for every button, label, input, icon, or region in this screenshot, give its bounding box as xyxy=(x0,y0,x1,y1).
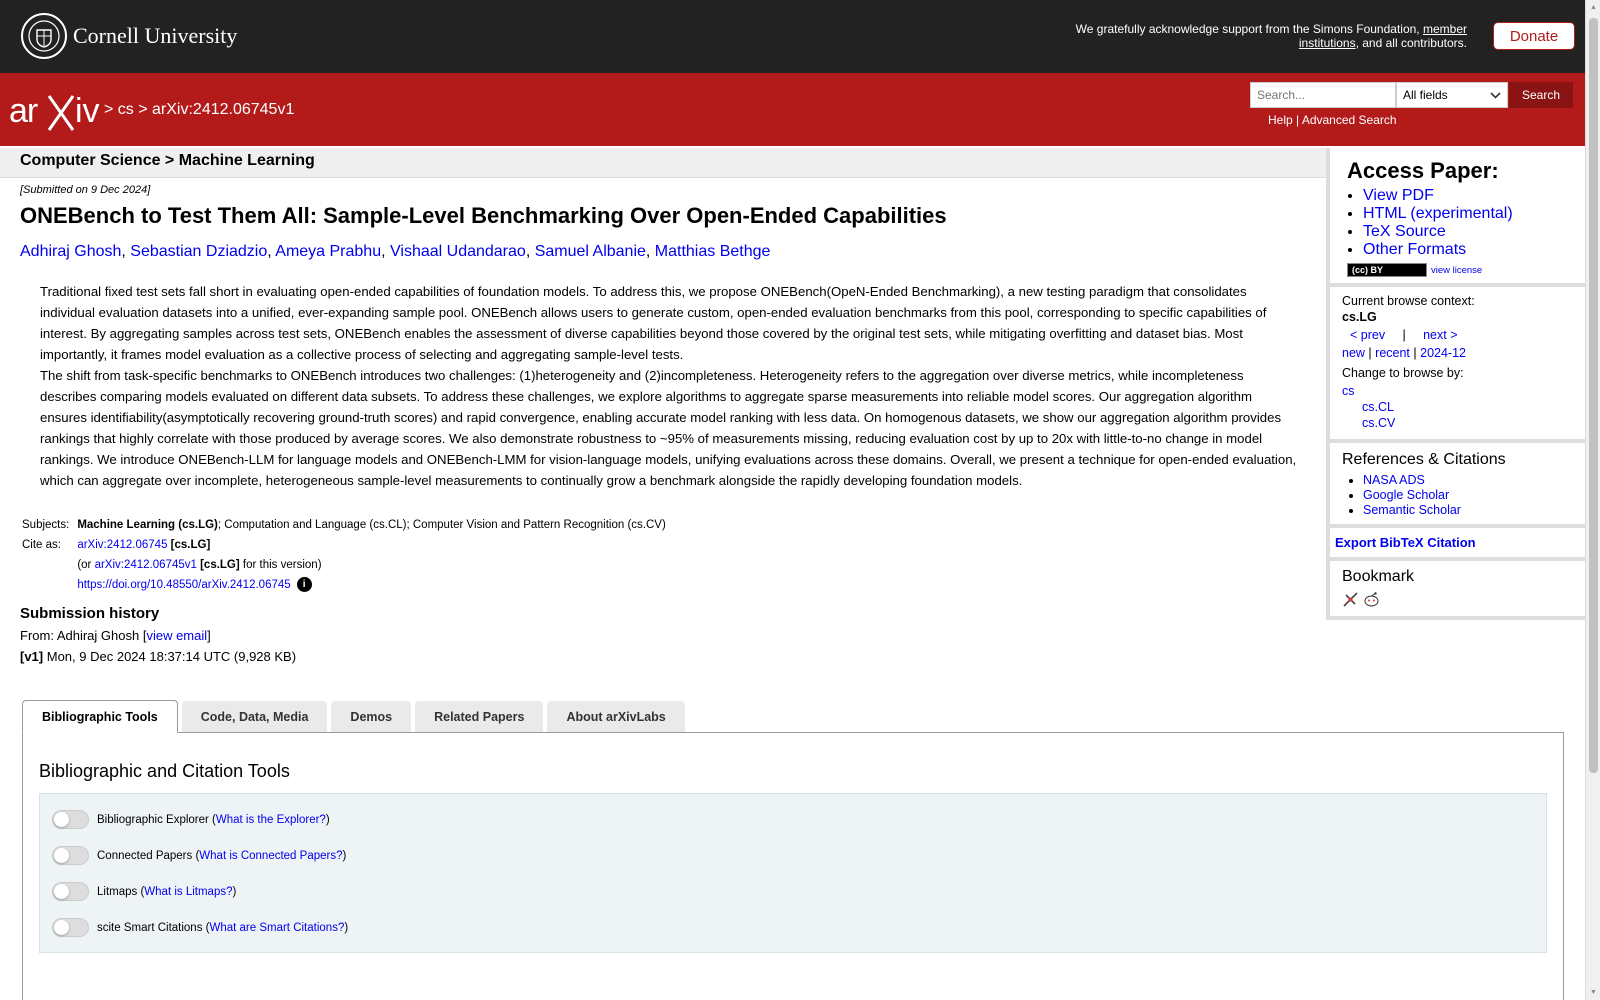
search-links xyxy=(1268,113,1397,127)
abstract-paragraph: The shift from task-specific benchmarks to ONEBench introduces two challenges: (1)heterogeneity and (2)incompleteness. Heterogeneity refers to the aggregation over diverse metrics, while incompleteness describes comparing models evaluated on different data subsets. To address these challenges, we explore algorithms to aggregate sparse measurements into reliable model scores. Our aggregation algorithm ensures identifiability(asymptotically recovering ground-truth scores) and rapid convergence, enabling accurate model ranking with less data. On homogenous datasets, we show our aggregation algorithm provides rankings that highly correlate with those produced by average scores. We also demonstrate robustness to ~95% of measurements missing, reducing evaluation cost by up to 20x with little-to-no change in model rankings. We introduce ONEBench-LLM for language models and ONEBench-LMM for vision-language models, unifying evaluations across these domains. Overall, we present a technique for open-ended evaluation, which can aggregate over incomplete, heterogeneous sample-level measurements to continually grow a benchmark alongside the rapidly developing foundation models. xyxy=(40,368,1297,488)
cite-id-link[interactable]: arXiv:2412.06745 xyxy=(77,539,168,551)
category-title: Computer Science > Machine Learning xyxy=(20,152,315,169)
bookmark-block xyxy=(1326,561,1585,620)
search-button[interactable]: Search xyxy=(1509,82,1573,108)
prev-next-row xyxy=(1342,325,1585,345)
author-list: Adhiraj Ghosh, Sebastian Dziadzio, Ameya Prabhu, Vishaal Udandarao, Samuel Albanie, Matthias Bethge xyxy=(20,243,771,260)
from-close: ] xyxy=(207,628,211,643)
link-separator: | xyxy=(1296,113,1300,127)
tool-close: ) xyxy=(232,885,237,898)
subjects-value xyxy=(75,515,667,535)
month-link[interactable]: 2024-12 xyxy=(1420,346,1466,360)
from-label: From: Adhiraj Ghosh [ xyxy=(20,628,147,643)
member-institutions-link[interactable]: member institutions xyxy=(1298,22,1467,50)
change-browse-label: Change to browse by: xyxy=(1342,366,1464,380)
bookmark-title: Bookmark xyxy=(1342,568,1415,585)
right-sidebar xyxy=(1326,148,1585,620)
references-links xyxy=(1342,473,1585,524)
view-pdf-link[interactable]: View PDF xyxy=(1363,187,1434,204)
author-link[interactable]: Ameya Prabhu xyxy=(275,243,382,260)
bibsonomy-icon[interactable] xyxy=(1342,591,1359,608)
support-text xyxy=(1047,22,1467,50)
cornell-name: Cornell University xyxy=(73,23,238,48)
other-subjects: ; Computation and Language (cs.CL); Computer Vision and Pattern Recognition (cs.CV) xyxy=(217,519,666,531)
next-link[interactable]: next > xyxy=(1423,328,1458,342)
submission-history-title: Submission history xyxy=(20,605,160,622)
cite-version-tail: for this version) xyxy=(242,559,322,571)
other-formats-link[interactable]: Other Formats xyxy=(1363,241,1467,258)
svg-text:iv: iv xyxy=(75,92,100,130)
search-field-value: All fields xyxy=(1403,88,1448,102)
cornell-banner xyxy=(0,0,1585,73)
abstract xyxy=(40,281,1302,491)
tab-code-data-media[interactable]: Code, Data, Media xyxy=(182,701,328,732)
primary-subject: Machine Learning (cs.LG) xyxy=(77,519,218,531)
subjects-row xyxy=(20,515,668,535)
tools-title: Bibliographic and Citation Tools xyxy=(39,761,290,781)
svg-text:ar: ar xyxy=(9,92,38,130)
cite-category: [cs.LG] xyxy=(170,539,211,551)
version-label[interactable]: [v1] xyxy=(20,649,44,664)
access-paper-title: Access Paper: xyxy=(1347,158,1499,183)
list-separator: | xyxy=(1413,346,1417,360)
author-link[interactable]: Matthias Bethge xyxy=(654,243,771,260)
paper-title: ONEBench to Test Them All: Sample-Level Benchmarking Over Open-Ended Capabilities xyxy=(20,203,947,228)
references-title: References & Citations xyxy=(1342,451,1506,468)
cite-value xyxy=(75,535,667,555)
tab-panel xyxy=(22,732,1564,1000)
submission-from xyxy=(20,628,211,643)
doi-value xyxy=(75,575,667,595)
tool-label: Connected Papers ( xyxy=(97,849,200,862)
tool-close: ) xyxy=(344,921,349,934)
cornell-seal-icon xyxy=(21,13,67,59)
support-tail: , and all contributors. xyxy=(1355,36,1467,50)
author-link[interactable]: Samuel Albanie xyxy=(534,243,646,260)
submission-version xyxy=(20,649,296,664)
cite-version-row xyxy=(20,555,668,575)
tools-box xyxy=(39,793,1547,953)
subjects-label: Subjects: xyxy=(22,519,70,531)
connected-papers-toggle[interactable] xyxy=(52,846,89,865)
tool-close: ) xyxy=(325,813,330,826)
browse-cs-link[interactable]: cs xyxy=(1342,384,1355,398)
license-row xyxy=(1347,263,1585,277)
chevron-down-icon xyxy=(1490,92,1501,99)
cc-by-badge[interactable]: (cc) BY xyxy=(1347,263,1427,277)
labs-tabs xyxy=(22,700,689,734)
tool-row-explorer xyxy=(52,810,330,829)
arxiv-logo[interactable] xyxy=(9,92,101,137)
tab-demos[interactable]: Demos xyxy=(331,701,411,732)
doi-link[interactable]: https://doi.org/10.48550/arXiv.2412.06745 xyxy=(77,579,291,591)
new-link[interactable]: new xyxy=(1342,346,1365,360)
access-links xyxy=(1342,187,1585,259)
prev-next-separator: | xyxy=(1402,328,1406,342)
author-link[interactable]: Adhiraj Ghosh xyxy=(20,243,122,260)
tool-help-link[interactable]: What are Smart Citations? xyxy=(209,921,345,934)
tab-bibliographic-tools[interactable]: Bibliographic Tools xyxy=(22,700,178,733)
list-links-row xyxy=(1342,345,1585,361)
doi-row xyxy=(20,575,668,595)
browse-cs-cl-link[interactable]: cs.CL xyxy=(1362,400,1394,414)
references-block xyxy=(1326,443,1585,528)
scroll-up-icon[interactable]: ▲ xyxy=(1590,4,1597,11)
explorer-toggle[interactable] xyxy=(52,810,89,829)
tool-row-connected-papers xyxy=(52,846,346,865)
support-message: We gratefully acknowledge support from the Simons Foundation, xyxy=(1075,22,1420,36)
litmaps-toggle[interactable] xyxy=(52,882,89,901)
info-icon[interactable]: i xyxy=(297,577,312,592)
browse-cs-cv-link[interactable]: cs.CV xyxy=(1362,416,1396,430)
scroll-down-icon[interactable]: ▼ xyxy=(1590,989,1597,996)
tool-help-link[interactable]: What is Litmaps? xyxy=(144,885,233,898)
html-link[interactable]: HTML (experimental) xyxy=(1363,205,1513,222)
help-link[interactable]: Help xyxy=(1268,113,1293,127)
tool-label: Bibliographic Explorer ( xyxy=(97,813,216,826)
access-paper-block xyxy=(1326,148,1585,287)
browse-context-block xyxy=(1326,287,1585,443)
prev-link[interactable]: < prev xyxy=(1350,328,1386,342)
cornell-logo[interactable] xyxy=(21,13,237,59)
export-block xyxy=(1326,528,1585,561)
cite-row xyxy=(20,535,668,555)
tool-row-litmaps xyxy=(52,882,236,901)
submitted-date: [Submitted on 9 Dec 2024] xyxy=(20,184,151,196)
search-field-select[interactable] xyxy=(1396,82,1508,108)
tab-related-papers[interactable]: Related Papers xyxy=(415,701,543,732)
cite-version-category: [cs.LG] xyxy=(200,559,240,571)
nasa-ads-link[interactable]: NASA ADS xyxy=(1363,473,1425,487)
list-separator: | xyxy=(1368,346,1372,360)
scite-toggle[interactable] xyxy=(52,918,89,937)
cite-or-text: (or xyxy=(77,559,92,571)
cite-label: Cite as: xyxy=(22,539,61,551)
cite-version-value xyxy=(75,555,667,575)
tool-label: scite Smart Citations ( xyxy=(97,921,210,934)
tool-close: ) xyxy=(342,849,347,862)
tool-label: Litmaps ( xyxy=(97,885,145,898)
metadata-table xyxy=(20,515,668,595)
version-date: Mon, 9 Dec 2024 18:37:14 UTC (9,928 KB) xyxy=(46,649,297,664)
tab-about-arxivlabs[interactable]: About arXivLabs xyxy=(547,701,684,732)
reddit-icon[interactable] xyxy=(1363,591,1380,608)
tool-help-link[interactable]: What is Connected Papers? xyxy=(199,849,343,862)
google-scholar-link[interactable]: Google Scholar xyxy=(1363,488,1450,502)
bookmark-icons xyxy=(1342,586,1585,616)
advanced-search-link[interactable]: Advanced Search xyxy=(1301,113,1397,127)
export-bibtex-link[interactable]: Export BibTeX Citation xyxy=(1335,535,1476,550)
abstract-paragraph: Traditional fixed test sets fall short in evaluating open-ended capabilities of foundation models. To address this, we propose ONEBench(OpeN-Ended Benchmarking), a new testing paradigm that consolidates individual evaluation datasets into a unified, ever-expanding sample pool. ONEBench allows users to generate custom, open-ended evaluation benchmarks from this pool, corresponding to specific capabilities of interest. By aggregating samples across test sets, ONEBench enables the assessment of diverse capabilities beyond those covered by the original test sets, while mitigating overfitting and dataset bias. Most importantly, it frames model evaluation as a collective process of selecting and aggregating sample-level tests. xyxy=(40,284,1267,362)
tex-source-link[interactable]: TeX Source xyxy=(1363,223,1446,240)
cite-version-link[interactable]: arXiv:2412.06745v1 xyxy=(94,559,197,571)
tool-help-link[interactable]: What is the Explorer? xyxy=(215,813,326,826)
breadcrumb[interactable]: > cs > arXiv:2412.06745v1 xyxy=(104,101,295,118)
tool-row-scite xyxy=(52,918,348,937)
search-input[interactable] xyxy=(1250,82,1396,108)
page-scrollbar[interactable] xyxy=(1585,0,1600,1000)
context-label: Current browse context: xyxy=(1342,294,1475,308)
donate-button[interactable]: Donate xyxy=(1493,22,1575,50)
semantic-scholar-link[interactable]: Semantic Scholar xyxy=(1363,503,1461,517)
recent-link[interactable]: recent xyxy=(1375,346,1410,360)
category-header xyxy=(0,148,1326,178)
view-license-link[interactable]: view license xyxy=(1431,264,1483,276)
context-value: cs.LG xyxy=(1342,310,1377,324)
scroll-thumb[interactable] xyxy=(1589,18,1598,773)
author-link[interactable]: Vishaal Udandarao xyxy=(390,243,526,260)
arxiv-header xyxy=(0,73,1585,146)
author-link[interactable]: Sebastian Dziadzio xyxy=(130,243,268,260)
view-email-link[interactable]: view email xyxy=(146,628,208,643)
